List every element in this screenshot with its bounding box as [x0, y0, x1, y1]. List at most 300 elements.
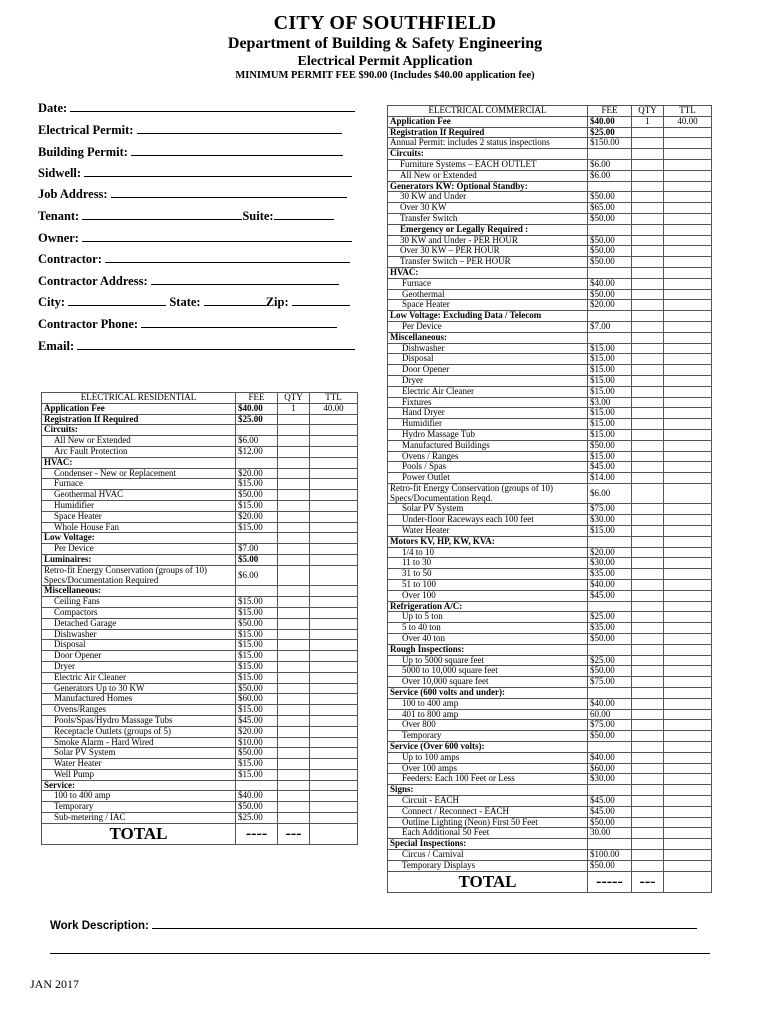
residential-qty-cell[interactable] — [278, 446, 310, 457]
commercial-fee-cell: $15.00 — [588, 429, 632, 440]
residential-qty-cell[interactable] — [278, 715, 310, 726]
commercial-ttl-cell[interactable] — [664, 817, 712, 828]
commercial-ttl-cell[interactable] — [664, 601, 712, 612]
residential-ttl-cell[interactable] — [310, 607, 358, 618]
commercial-qty-cell[interactable] — [632, 590, 664, 601]
commercial-qty-cell[interactable] — [632, 655, 664, 666]
commercial-ttl-cell[interactable] — [664, 365, 712, 376]
commercial-item-cell: Signs: — [388, 785, 588, 796]
commercial-ttl-cell[interactable] — [664, 354, 712, 365]
commercial-row — [388, 138, 712, 149]
residential-qty-cell[interactable] — [278, 511, 310, 522]
commercial-qty-cell[interactable] — [632, 774, 664, 785]
residential-ttl-cell[interactable] — [310, 683, 358, 694]
residential-row — [42, 511, 358, 522]
contractor-phone-field[interactable] — [38, 316, 337, 332]
job-address-field[interactable] — [38, 186, 347, 202]
residential-fee-cell: $15.00 — [236, 759, 278, 770]
commercial-qty-cell[interactable] — [632, 752, 664, 763]
commercial-ttl-cell[interactable] — [664, 580, 712, 591]
contractor-address-label: Contractor Address: — [38, 274, 148, 288]
commercial-qty-cell[interactable] — [632, 839, 664, 850]
commercial-qty-cell[interactable] — [632, 817, 664, 828]
commercial-ttl-cell[interactable] — [664, 138, 712, 149]
commercial-qty-cell[interactable] — [632, 354, 664, 365]
email-field[interactable] — [38, 338, 355, 354]
residential-qty-cell[interactable] — [278, 500, 310, 511]
commercial-ttl-cell[interactable] — [664, 408, 712, 419]
commercial-ttl-cell[interactable] — [664, 213, 712, 224]
commercial-ttl-cell[interactable] — [664, 536, 712, 547]
commercial-row — [388, 257, 712, 268]
commercial-qty-cell[interactable] — [632, 558, 664, 569]
residential-qty-cell[interactable] — [278, 683, 310, 694]
commercial-fee-cell — [588, 311, 632, 322]
commercial-ttl-cell[interactable]: 40.00 — [664, 116, 712, 127]
commercial-ttl-cell[interactable] — [664, 839, 712, 850]
commercial-qty-cell[interactable] — [632, 451, 664, 462]
commercial-qty-cell[interactable] — [632, 170, 664, 181]
residential-qty-cell[interactable] — [278, 607, 310, 618]
residential-ttl-cell[interactable] — [310, 500, 358, 511]
residential-ttl-cell[interactable] — [310, 726, 358, 737]
commercial-ttl-cell[interactable] — [664, 257, 712, 268]
residential-ttl-cell[interactable] — [310, 565, 358, 586]
residential-ttl-cell[interactable] — [310, 446, 358, 457]
commercial-ttl-cell[interactable] — [664, 375, 712, 386]
commercial-ttl-cell[interactable] — [664, 806, 712, 817]
commercial-ttl-cell[interactable] — [664, 644, 712, 655]
residential-row — [42, 618, 358, 629]
commercial-ttl-cell[interactable] — [664, 278, 712, 289]
residential-qty-cell[interactable] — [278, 780, 310, 791]
commercial-item-cell: Service (600 volts and under): — [388, 688, 588, 699]
residential-fee-cell: $20.00 — [236, 511, 278, 522]
commercial-ttl-cell[interactable] — [664, 224, 712, 235]
commercial-qty-cell[interactable] — [632, 742, 664, 753]
commercial-qty-cell[interactable] — [632, 213, 664, 224]
commercial-ttl-cell[interactable] — [664, 267, 712, 278]
residential-qty-cell[interactable] — [278, 565, 310, 586]
commercial-ttl-cell[interactable] — [664, 386, 712, 397]
commercial-row — [388, 796, 712, 807]
commercial-qty-cell[interactable] — [632, 419, 664, 430]
residential-fee-cell — [236, 457, 278, 468]
commercial-ttl-cell[interactable] — [664, 666, 712, 677]
commercial-qty-cell[interactable] — [632, 235, 664, 246]
commercial-ttl-cell[interactable] — [664, 397, 712, 408]
commercial-ttl-cell[interactable] — [664, 419, 712, 430]
commercial-item-cell: Annual Permit: includes 2 status inspections — [388, 138, 588, 149]
commercial-ttl-cell[interactable] — [664, 763, 712, 774]
commercial-qty-cell[interactable] — [632, 440, 664, 451]
commercial-qty-cell[interactable] — [632, 408, 664, 419]
commercial-qty-cell[interactable] — [632, 504, 664, 515]
commercial-ttl-cell[interactable] — [664, 451, 712, 462]
commercial-fee-cell: $40.00 — [588, 116, 632, 127]
commercial-ttl-cell[interactable] — [664, 720, 712, 731]
residential-ttl-cell[interactable] — [310, 533, 358, 544]
residential-ttl-cell[interactable] — [310, 414, 358, 425]
commercial-ttl-cell[interactable] — [664, 473, 712, 484]
revision-date: JAN 2017 — [30, 977, 80, 991]
residential-ttl-cell[interactable] — [310, 597, 358, 608]
commercial-ttl-cell[interactable] — [664, 828, 712, 839]
residential-fee-cell — [236, 780, 278, 791]
commercial-item-cell: 51 to 100 — [388, 580, 588, 591]
commercial-ttl-cell[interactable] — [664, 343, 712, 354]
commercial-qty-cell[interactable] — [632, 332, 664, 343]
commercial-ttl-cell[interactable] — [664, 170, 712, 181]
commercial-qty-cell[interactable] — [632, 429, 664, 440]
residential-ttl-cell[interactable]: 40.00 — [310, 403, 358, 414]
commercial-qty-cell[interactable] — [632, 311, 664, 322]
residential-qty-cell[interactable] — [278, 791, 310, 802]
commercial-ttl-cell[interactable] — [664, 709, 712, 720]
commercial-qty-cell[interactable] — [632, 267, 664, 278]
contractor-field[interactable] — [38, 251, 350, 267]
commercial-ttl-cell[interactable] — [664, 246, 712, 257]
commercial-ttl-cell[interactable] — [664, 462, 712, 473]
residential-qty-cell[interactable] — [278, 597, 310, 608]
commercial-qty-cell[interactable] — [632, 192, 664, 203]
residential-item-cell: Circuits: — [42, 425, 236, 436]
commercial-ttl-cell[interactable] — [664, 429, 712, 440]
residential-qty-cell[interactable] — [278, 468, 310, 479]
work-description-field[interactable] — [50, 917, 697, 932]
commercial-row — [388, 213, 712, 224]
residential-qty-cell[interactable] — [278, 414, 310, 425]
commercial-ttl-cell[interactable] — [664, 655, 712, 666]
residential-fee-cell: $5.00 — [236, 554, 278, 565]
residential-ttl-cell[interactable] — [310, 661, 358, 672]
residential-qty-cell[interactable] — [278, 618, 310, 629]
residential-qty-cell[interactable] — [278, 544, 310, 555]
residential-fee-cell: $6.00 — [236, 436, 278, 447]
residential-ttl-cell[interactable] — [310, 640, 358, 651]
commercial-ttl-cell[interactable] — [664, 742, 712, 753]
residential-ttl-cell[interactable] — [310, 511, 358, 522]
commercial-ttl-cell[interactable] — [664, 558, 712, 569]
commercial-qty-cell[interactable] — [632, 343, 664, 354]
commercial-fee-cell: $50.00 — [588, 666, 632, 677]
commercial-ttl-cell[interactable] — [664, 515, 712, 526]
residential-item-cell: Water Heater — [42, 759, 236, 770]
commercial-ttl-cell[interactable] — [664, 752, 712, 763]
commercial-ttl-cell[interactable] — [664, 321, 712, 332]
commercial-row — [388, 483, 712, 504]
city-state-zip-field[interactable] — [38, 294, 350, 310]
commercial-qty-cell[interactable] — [632, 569, 664, 580]
commercial-ttl-cell[interactable] — [664, 440, 712, 451]
commercial-ttl-cell[interactable] — [664, 731, 712, 742]
commercial-fee-cell: $50.00 — [588, 257, 632, 268]
electrical-permit-field[interactable] — [38, 122, 342, 138]
commercial-item-cell: Motors KV, HP, KW, KVA: — [388, 536, 588, 547]
commercial-qty-cell[interactable] — [632, 300, 664, 311]
commercial-qty-cell[interactable] — [632, 526, 664, 537]
residential-ttl-cell[interactable] — [310, 629, 358, 640]
work-description-line-2[interactable] — [50, 953, 710, 954]
residential-qty-cell[interactable] — [278, 813, 310, 824]
commercial-qty-cell[interactable] — [632, 849, 664, 860]
commercial-ttl-cell[interactable] — [664, 504, 712, 515]
residential-row — [42, 500, 358, 511]
commercial-qty-cell[interactable] — [632, 536, 664, 547]
commercial-qty-cell[interactable] — [632, 709, 664, 720]
commercial-row — [388, 634, 712, 645]
commercial-qty-cell[interactable] — [632, 580, 664, 591]
commercial-ttl-cell[interactable] — [664, 623, 712, 634]
commercial-qty-cell[interactable] — [632, 666, 664, 677]
commercial-qty-cell[interactable] — [632, 181, 664, 192]
commercial-qty-cell[interactable] — [632, 785, 664, 796]
commercial-qty-cell[interactable] — [632, 386, 664, 397]
commercial-fee-cell: $50.00 — [588, 634, 632, 645]
commercial-qty-cell[interactable] — [632, 515, 664, 526]
commercial-item-cell: 5 to 40 ton — [388, 623, 588, 634]
commercial-qty-cell[interactable] — [632, 224, 664, 235]
commercial-item-cell: Over 100 amps — [388, 763, 588, 774]
commercial-qty-cell[interactable] — [632, 397, 664, 408]
residential-qty-cell[interactable] — [278, 533, 310, 544]
commercial-qty-cell[interactable] — [632, 796, 664, 807]
commercial-qty-cell[interactable] — [632, 688, 664, 699]
commercial-item-cell: Power Outlet — [388, 473, 588, 484]
commercial-ttl-cell[interactable] — [664, 526, 712, 537]
residential-qty-cell[interactable] — [278, 651, 310, 662]
residential-ttl-cell[interactable] — [310, 748, 358, 759]
residential-qty-cell[interactable]: 1 — [278, 403, 310, 414]
owner-field[interactable] — [38, 230, 352, 246]
commercial-qty-cell[interactable] — [632, 149, 664, 160]
residential-qty-cell[interactable] — [278, 490, 310, 501]
residential-fee-cell — [236, 586, 278, 597]
residential-ttl-cell[interactable] — [310, 457, 358, 468]
residential-ttl-cell[interactable] — [310, 802, 358, 813]
residential-ttl-cell[interactable] — [310, 490, 358, 501]
residential-qty-cell[interactable] — [278, 759, 310, 770]
commercial-item-cell: Geothermal — [388, 289, 588, 300]
commercial-qty-cell[interactable] — [632, 138, 664, 149]
commercial-ttl-cell[interactable] — [664, 547, 712, 558]
city-title: CITY OF SOUTHFIELD — [273, 12, 497, 34]
commercial-ttl-cell[interactable] — [664, 785, 712, 796]
commercial-row — [388, 386, 712, 397]
commercial-ttl-cell[interactable] — [664, 235, 712, 246]
residential-qty-cell[interactable] — [278, 672, 310, 683]
residential-ttl-cell[interactable] — [310, 769, 358, 780]
commercial-qty-cell[interactable] — [632, 473, 664, 484]
commercial-ttl-cell[interactable] — [664, 796, 712, 807]
residential-item-cell: Per Device — [42, 544, 236, 555]
residential-qty-cell[interactable] — [278, 479, 310, 490]
commercial-row — [388, 720, 712, 731]
commercial-qty-cell[interactable] — [632, 127, 664, 138]
residential-qty-cell[interactable] — [278, 694, 310, 705]
residential-ttl-cell[interactable] — [310, 715, 358, 726]
residential-ttl-cell[interactable] — [310, 522, 358, 533]
commercial-ttl-cell[interactable] — [664, 149, 712, 160]
residential-fee-cell: $50.00 — [236, 618, 278, 629]
commercial-qty-cell[interactable] — [632, 246, 664, 257]
commercial-qty-cell[interactable] — [632, 806, 664, 817]
residential-total-amount[interactable] — [310, 823, 358, 844]
commercial-row — [388, 343, 712, 354]
commercial-ttl-cell[interactable] — [664, 774, 712, 785]
commercial-qty-cell[interactable] — [632, 731, 664, 742]
commercial-qty-cell[interactable] — [632, 278, 664, 289]
commercial-ttl-cell[interactable] — [664, 203, 712, 214]
commercial-qty-cell[interactable] — [632, 257, 664, 268]
commercial-item-cell: Under-floor Raceways each 100 feet — [388, 515, 588, 526]
commercial-fee-cell: $40.00 — [588, 752, 632, 763]
commercial-item-cell: Door Opener — [388, 365, 588, 376]
commercial-qty-cell[interactable] — [632, 860, 664, 871]
residential-item-cell: Smoke Alarm - Hard Wired — [42, 737, 236, 748]
commercial-qty-cell[interactable] — [632, 828, 664, 839]
residential-qty-cell[interactable] — [278, 554, 310, 565]
commercial-ttl-cell[interactable] — [664, 192, 712, 203]
commercial-qty-cell[interactable] — [632, 159, 664, 170]
commercial-ttl-cell[interactable] — [664, 181, 712, 192]
commercial-qty-cell[interactable] — [632, 677, 664, 688]
residential-fee-cell: $6.00 — [236, 565, 278, 586]
residential-item-cell: Miscellaneous: — [42, 586, 236, 597]
residential-ttl-cell[interactable] — [310, 737, 358, 748]
residential-qty-cell[interactable] — [278, 586, 310, 597]
commercial-header-row — [388, 106, 712, 117]
commercial-ttl-cell[interactable] — [664, 311, 712, 322]
commercial-qty-cell[interactable] — [632, 763, 664, 774]
residential-ttl-cell[interactable] — [310, 672, 358, 683]
residential-fee-cell: $50.00 — [236, 748, 278, 759]
residential-ttl-cell[interactable] — [310, 425, 358, 436]
tenant-label: Tenant: — [38, 209, 80, 223]
commercial-ttl-cell[interactable] — [664, 860, 712, 871]
residential-ttl-cell[interactable] — [310, 780, 358, 791]
commercial-row — [388, 785, 712, 796]
commercial-qty-cell[interactable] — [632, 365, 664, 376]
residential-row — [42, 661, 358, 672]
commercial-qty-cell[interactable] — [632, 612, 664, 623]
residential-ttl-cell[interactable] — [310, 651, 358, 662]
commercial-ttl-cell[interactable] — [664, 159, 712, 170]
residential-qty-cell[interactable] — [278, 705, 310, 716]
residential-row — [42, 414, 358, 425]
commercial-qty-cell[interactable] — [632, 601, 664, 612]
residential-fee-cell: $15.00 — [236, 607, 278, 618]
commercial-ttl-cell[interactable] — [664, 289, 712, 300]
date-field[interactable] — [38, 100, 355, 116]
commercial-ttl-cell[interactable] — [664, 483, 712, 504]
commercial-qty-cell[interactable] — [632, 462, 664, 473]
commercial-fee-cell: $15.00 — [588, 419, 632, 430]
commercial-ttl-cell[interactable] — [664, 569, 712, 580]
commercial-qty-cell[interactable] — [632, 483, 664, 504]
residential-qty-cell[interactable] — [278, 737, 310, 748]
residential-row — [42, 436, 358, 447]
tenant-suite-field[interactable] — [38, 208, 334, 224]
commercial-fee-cell: $150.00 — [588, 138, 632, 149]
commercial-row — [388, 181, 712, 192]
commercial-qty-cell[interactable] — [632, 698, 664, 709]
residential-qty-cell[interactable] — [278, 640, 310, 651]
residential-fee-cell — [236, 533, 278, 544]
residential-qty-cell[interactable] — [278, 425, 310, 436]
residential-item-cell: Sub-metering / IAC — [42, 813, 236, 824]
commercial-qty-cell[interactable] — [632, 203, 664, 214]
residential-ttl-cell[interactable] — [310, 694, 358, 705]
residential-ttl-cell[interactable] — [310, 436, 358, 447]
residential-fee-cell: $15.00 — [236, 522, 278, 533]
commercial-ttl-cell[interactable] — [664, 849, 712, 860]
residential-ttl-cell[interactable] — [310, 759, 358, 770]
commercial-ttl-cell[interactable] — [664, 590, 712, 601]
commercial-ttl-cell[interactable] — [664, 698, 712, 709]
residential-ttl-cell[interactable] — [310, 705, 358, 716]
commercial-item-cell: Over 40 ton — [388, 634, 588, 645]
commercial-ttl-cell[interactable] — [664, 332, 712, 343]
commercial-qty-cell[interactable] — [632, 644, 664, 655]
residential-ttl-cell[interactable] — [310, 479, 358, 490]
residential-header-ttl: TTL — [310, 393, 358, 404]
commercial-qty-cell[interactable] — [632, 375, 664, 386]
sidwell-field[interactable] — [38, 165, 352, 181]
residential-ttl-cell[interactable] — [310, 791, 358, 802]
residential-qty-cell[interactable] — [278, 661, 310, 672]
commercial-ttl-cell[interactable] — [664, 634, 712, 645]
commercial-qty-cell[interactable] — [632, 289, 664, 300]
residential-ttl-cell[interactable] — [310, 813, 358, 824]
residential-qty-cell[interactable] — [278, 436, 310, 447]
residential-ttl-cell[interactable] — [310, 468, 358, 479]
commercial-qty-cell[interactable] — [632, 321, 664, 332]
residential-qty-cell[interactable] — [278, 802, 310, 813]
residential-fee-cell: $25.00 — [236, 813, 278, 824]
commercial-ttl-cell[interactable] — [664, 688, 712, 699]
residential-qty-cell[interactable] — [278, 629, 310, 640]
residential-qty-cell[interactable] — [278, 769, 310, 780]
residential-fee-cell: $50.00 — [236, 802, 278, 813]
residential-row — [42, 544, 358, 555]
residential-fee-cell: $40.00 — [236, 791, 278, 802]
residential-ttl-cell[interactable] — [310, 586, 358, 597]
commercial-fee-cell: $50.00 — [588, 246, 632, 257]
residential-qty-cell[interactable] — [278, 748, 310, 759]
building-permit-field[interactable] — [38, 144, 343, 160]
commercial-item-cell: Retro-fit Energy Conservation (groups of 10) Specs/Documentation Reqd. — [388, 483, 588, 504]
commercial-total-amount[interactable] — [664, 871, 712, 892]
residential-qty-cell[interactable] — [278, 522, 310, 533]
commercial-qty-cell[interactable]: 1 — [632, 116, 664, 127]
residential-ttl-cell[interactable] — [310, 618, 358, 629]
residential-ttl-cell[interactable] — [310, 554, 358, 565]
commercial-qty-cell[interactable] — [632, 623, 664, 634]
commercial-qty-cell[interactable] — [632, 547, 664, 558]
commercial-ttl-cell[interactable] — [664, 612, 712, 623]
commercial-ttl-cell[interactable] — [664, 300, 712, 311]
commercial-ttl-cell[interactable] — [664, 677, 712, 688]
commercial-row — [388, 644, 712, 655]
residential-qty-cell[interactable] — [278, 457, 310, 468]
commercial-qty-cell[interactable] — [632, 720, 664, 731]
contractor-address-field[interactable] — [38, 273, 339, 289]
commercial-qty-cell[interactable] — [632, 634, 664, 645]
residential-ttl-cell[interactable] — [310, 544, 358, 555]
residential-qty-cell[interactable] — [278, 726, 310, 737]
commercial-ttl-cell[interactable] — [664, 127, 712, 138]
